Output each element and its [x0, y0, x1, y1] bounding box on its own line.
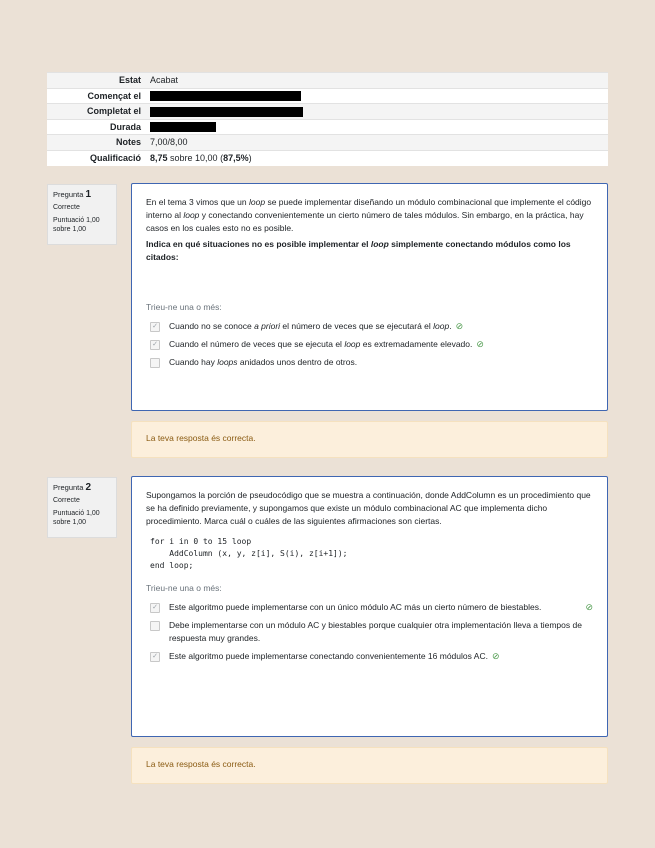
question-status: Correcte	[53, 497, 80, 504]
answer-option-3[interactable]: ✓ Este algoritmo puede implementarse conectando convenientemente 16 módulos AC. ⊘	[146, 650, 593, 663]
answer-option-2[interactable]: Debe implementarse con un módulo AC y biestables porque cualquier otra implementación lleva a tiempos de respuesta muy grandes.	[146, 619, 593, 645]
grade-value: 8,75 sobre 10,00 (87,5%)	[147, 150, 608, 166]
checkbox-checked[interactable]: ✓	[150, 603, 160, 613]
question-points: Puntuació 1,00 sobre 1,00	[53, 217, 100, 233]
question-2-feedback: La teva resposta és correcta.	[131, 747, 608, 784]
question-number: Pregunta 2	[53, 482, 92, 493]
question-text: En el tema 3 vimos que un loop se puede implementar diseñando un módulo combinacional que implemente el código interno al loop y conectando convenientemente un cierto número de tales módulos. Sin embargo, en la práctica, hay casos en los cuales esto no es posible. Indica en qué situaciones no es posible implementar el loop simplemente conectando módulos como los citados:	[146, 197, 592, 262]
summary-row-started	[47, 88, 608, 104]
question-2-content	[131, 476, 608, 737]
attempt-summary-table	[47, 72, 608, 166]
summary-row-state	[47, 73, 608, 89]
state-label: Estat	[47, 73, 147, 89]
question-2-info	[47, 477, 117, 538]
state-value: Acabat	[147, 73, 608, 89]
checkbox-unchecked[interactable]	[150, 358, 160, 368]
marks-value: 7,00/8,00	[147, 135, 608, 151]
redacted-duration	[150, 122, 216, 132]
question-number: Pregunta 1	[53, 189, 92, 200]
checkbox-checked[interactable]: ✓	[150, 322, 160, 332]
correct-icon: ⊘	[476, 339, 484, 349]
checkbox-checked[interactable]: ✓	[150, 652, 160, 662]
answer-prompt: Trieu-ne una o més:	[146, 583, 222, 593]
question-status: Correcte	[53, 204, 80, 211]
correct-icon: ⊘	[455, 321, 464, 331]
answer-option-1[interactable]: ✓ Cuando no se conoce a priori el número de veces que se ejecutará el loop. ⊘	[146, 320, 593, 333]
checkbox-unchecked[interactable]	[150, 621, 160, 631]
question-1-content	[131, 183, 608, 411]
summary-row-grade	[47, 150, 608, 166]
answer-prompt: Trieu-ne una o més:	[146, 302, 222, 312]
answer-option-1[interactable]: ✓ Este algoritmo puede implementarse con un único módulo AC más un cierto número de biestables. ⊘	[146, 601, 593, 614]
started-label: Començat el	[47, 88, 147, 104]
correct-icon: ⊘	[585, 602, 593, 612]
question-points: Puntuació 1,00 sobre 1,00	[53, 510, 100, 526]
summary-row-marks	[47, 135, 608, 151]
question-text: Supongamos la porción de pseudocódigo que se muestra a continuación, donde AddColumn es un procedimiento que se ha definido previamente, y supongamos que existe un módulo combinacional AC que implementa dicho procedimiento. Marca cuál o cuáles de las siguientes afirmaciones son ciertas.	[146, 490, 591, 526]
duration-label: Durada	[47, 119, 147, 135]
answer-option-2[interactable]: ✓ Cuando el número de veces que se ejecuta el loop es extremadamente elevado. ⊘	[146, 338, 593, 351]
question-1-info	[47, 184, 117, 245]
redacted-completed	[150, 107, 303, 117]
pseudocode-block: for i in 0 to 15 loop AddColumn (x, y, z[i], S(i), z[i+1]); end loop;	[150, 537, 348, 570]
summary-row-completed	[47, 104, 608, 120]
answer-option-3[interactable]: Cuando hay loops anidados unos dentro de otros.	[146, 356, 593, 369]
redacted-started	[150, 91, 301, 101]
checkbox-checked[interactable]: ✓	[150, 340, 160, 350]
grade-label: Qualificació	[47, 150, 147, 166]
summary-row-duration	[47, 119, 608, 135]
completed-label: Completat el	[47, 104, 147, 120]
marks-label: Notes	[47, 135, 147, 151]
question-1-feedback: La teva resposta és correcta.	[131, 421, 608, 458]
correct-icon: ⊘	[491, 651, 500, 661]
